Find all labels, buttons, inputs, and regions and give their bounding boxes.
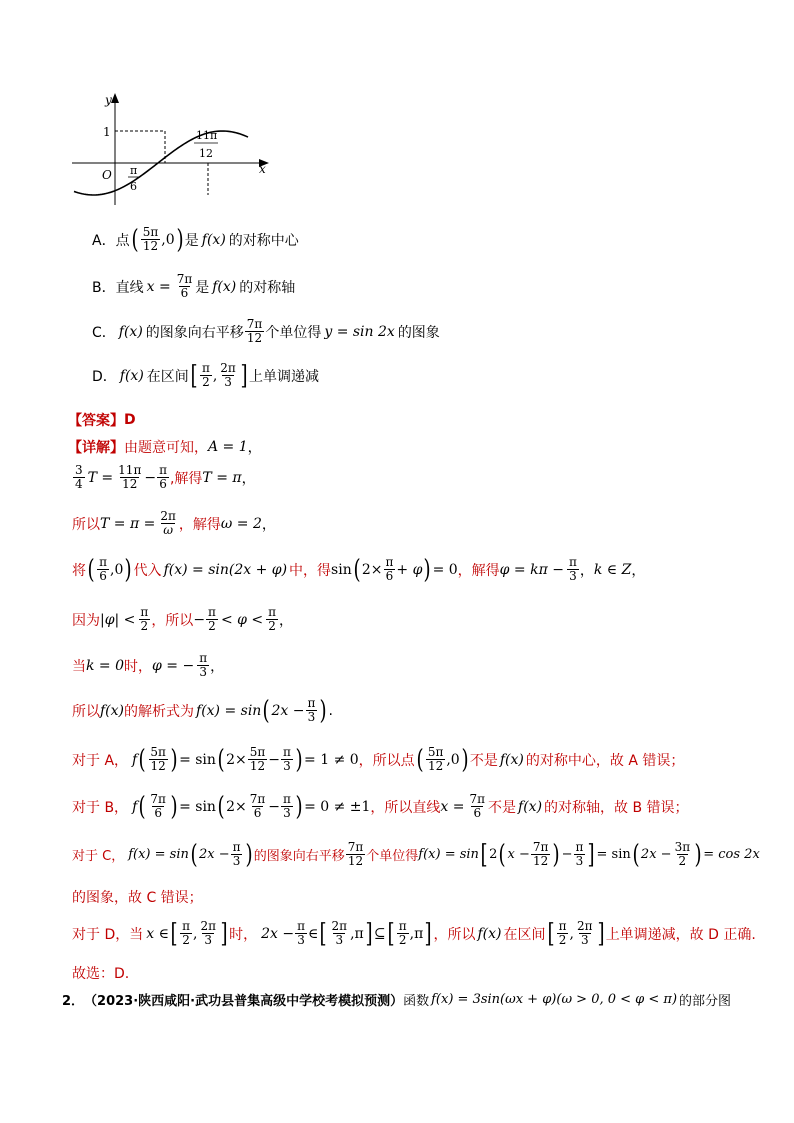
detail-line-9: 对于 B， f ( 7π 6 ) = sin ( 2× $\frac{7\pi}{6}$ − $\frac{\pi}{3}$ ) = 0 ≠ ±1 ，所以直线 x = $\frac{7\pi}{6}$ 不是 f(x) 的对称轴，故 B 错误；	[72, 791, 689, 822]
max-value-label: 1	[103, 125, 111, 139]
y-axis-label: y	[105, 93, 112, 107]
option-b: B． 直线 x = $\frac{7\pi}{6}$ 是 f(x) 的对称轴	[92, 272, 296, 300]
detail-line-11: 的图象，故 C 错误；	[72, 890, 203, 906]
question-2: 2． （2023·陕西咸阳·武功县普集高级中学校考模拟预测） 函数 f(x) = 3sin(ωx + φ)(ω > 0, 0 < φ < π) 的部分图	[62, 992, 732, 1009]
p11-num: 11π	[196, 129, 218, 142]
p11-den: 12	[199, 147, 213, 160]
option-c: C． f(x) 的图象向右平移 7π 12 个单位得 y = sin 2x 的图象	[92, 317, 440, 345]
detail-line-1: 【详解】 由题意可知， A = 1 ，	[68, 439, 262, 456]
option-d: D． f(x) 在区间 [ π 2 , 2π 3 ] 上单调递减	[92, 360, 319, 391]
x-axis-label: x	[259, 162, 266, 176]
detail-line-6: 当 k = 0 时， φ = − $\frac{\pi}{3}$ ，	[72, 651, 225, 679]
detail-line-8: 对于 A， f ( 5π 12 ) = sin ( 2× $\frac{5\pi}{12}$ − $\frac{\pi}{3}$ ) = 1 ≠ 0 ，所以点 ( 5π 12 ,0 ) 不是 f(x) 的对称中心，故 A 错误；	[72, 744, 685, 775]
option-a: A． 点 ( 5π 12 ,0 ) 是 f(x) 的对称中心	[92, 224, 299, 255]
detail-line-3: 所以 T = π = $\frac{2\pi}{\omega}$ ，解得 ω = 2 ，	[72, 509, 276, 537]
choose-line: 故选：D.	[72, 966, 130, 982]
detail-line-10: 对于 C， f(x) = sin ( 2x − $\frac{\pi}{3}$ ) 的图象向右平移 7π 12 个单位得 f(x) = sin [ 2 ( x − $\frac{7\pi}{12}$ ) − $\frac{\pi}{3}$ ] = sin ( 2x − $\frac{3\pi}{2}$ ) = cos 2x	[72, 839, 760, 870]
detail-line-5: 因为 |φ| < π 2 ，所以 − $\frac{\pi}{2}$ < φ < π 2 ，	[72, 605, 293, 633]
function-graph	[66, 90, 276, 210]
detail-line-4: 将 ( π 6 ,0 ) 代入 f(x) = sin(2x + φ) 中，得 sin ( 2× $\frac{\pi}{6}$ + φ ) = 0 ，解得 φ = kπ − $\frac{\pi}{3}$ ， k ∈ Z ，	[72, 554, 646, 585]
origin-label: O	[102, 168, 112, 182]
detail-line-12: 对于 D，当 x ∈ [ π 2 , 2π 3 ] 时， 2x − $\frac{\pi}{3}$ ∈ [ 2π 3 ,π ] ⊆ [ π 2 ,π ] ，所以 f(x) 在区间 [ π 2 , 2π 3 ] 上单调递减，故 D 正确.	[72, 918, 756, 949]
pi6-den: 6	[130, 180, 137, 193]
detail-line-7: 所以 f(x) 的解析式为 f(x) = sin ( 2x − $\frac{\pi}{3}$ ) .	[72, 695, 333, 726]
answer-line: 【答案】 D	[68, 412, 136, 429]
detail-line-2: 3 4 T = $\frac{11\pi}{12}$ − $\frac{\pi}{6}$ ,解得 T = π ，	[75, 463, 256, 491]
y-axis-arrow	[111, 93, 119, 103]
pi6-num: π	[130, 164, 138, 177]
